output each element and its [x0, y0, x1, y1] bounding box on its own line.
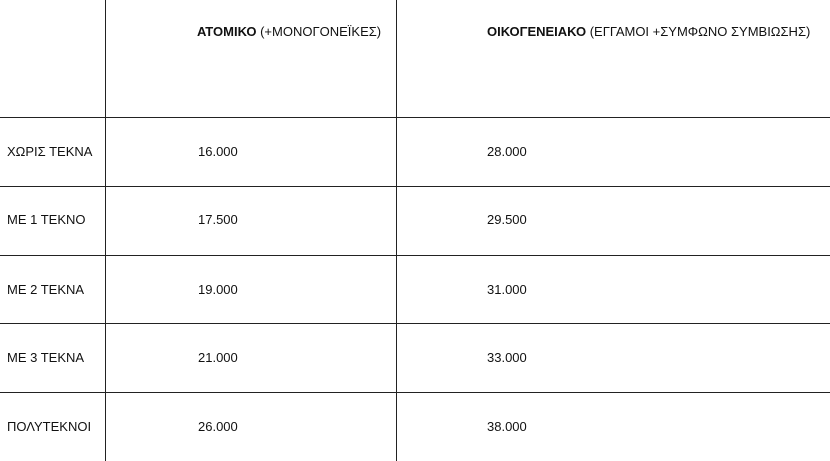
row-label: ΜΕ 1 ΤΕΚΝΟ [7, 212, 86, 227]
individual-value: 26.000 [198, 419, 238, 434]
family-value: 38.000 [487, 419, 527, 434]
row-divider [0, 186, 830, 187]
header-family-title: ΟΙΚΟΓΕΝΕΙΑΚΟ [487, 24, 587, 39]
header-family-note: (ΕΓΓΑΜΟΙ +ΣΥΜΦΩΝΟ ΣΥΜΒΙΩΣΗΣ) [586, 24, 811, 39]
family-value: 33.000 [487, 350, 527, 365]
row-label: ΜΕ 2 ΤΕΚΝΑ [7, 282, 85, 297]
header-individual [197, 24, 381, 40]
individual-value: 19.000 [198, 282, 238, 297]
individual-value: 21.000 [198, 350, 238, 365]
row-divider [0, 392, 830, 393]
row-label: ΠΟΛΥΤΕΚΝΟΙ [7, 419, 92, 434]
family-value: 29.500 [487, 212, 527, 227]
individual-value: 17.500 [198, 212, 238, 227]
header-individual-title: ΑΤΟΜΙΚΟ [197, 24, 257, 39]
row-divider [0, 323, 830, 324]
family-value: 28.000 [487, 144, 527, 159]
row-label: ΧΩΡΙΣ ΤΕΚΝΑ [7, 144, 93, 159]
row-divider [0, 117, 830, 118]
header-individual-note: (+ΜΟΝΟΓΟΝΕΪΚΕΣ) [256, 24, 382, 39]
individual-value: 16.000 [198, 144, 238, 159]
row-label: ΜΕ 3 ΤΕΚΝΑ [7, 350, 85, 365]
row-divider [0, 255, 830, 256]
family-value: 31.000 [487, 282, 527, 297]
header-family [487, 24, 810, 40]
